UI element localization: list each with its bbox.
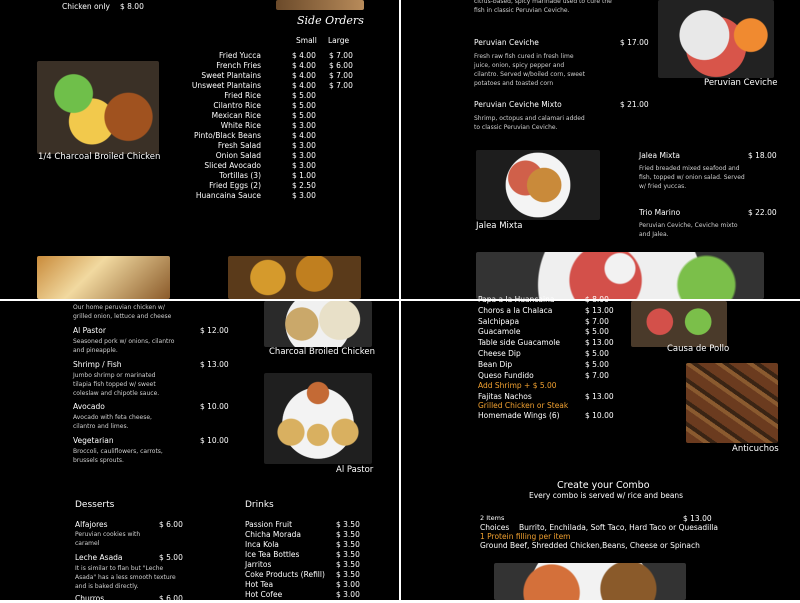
drink-name: Coke Products (Refill) — [245, 570, 325, 579]
food-photo-top — [276, 0, 364, 10]
drink-name: Jarritos — [245, 560, 272, 569]
menu-item-name: Guacamole — [478, 327, 521, 337]
drink-name: Passion Fruit — [245, 520, 293, 529]
menu-item-name: Cheese Dip — [478, 349, 521, 358]
drink-name: Hot Tea — [245, 580, 274, 589]
charcoal-chicken-photo — [37, 61, 159, 154]
menu-item-price: $ 5.00 — [585, 349, 609, 358]
combo-fillings: Ground Beef, Shredded Chicken,Beans, Cheese or Spinach — [480, 541, 700, 550]
taco-price: $ 13.00 — [200, 360, 229, 369]
menu-item-name: Peruvian Ceviche — [474, 38, 539, 47]
dessert-name: Leche Asada — [75, 553, 123, 562]
side-order-large-price: $ 6.00 — [329, 61, 353, 70]
menu-item-price: $ 18.00 — [748, 151, 777, 160]
side-order-name: Cilantro Rice — [213, 101, 261, 110]
taco-description: Broccoli, cauliflowers, carrots, brussels sprouts. — [73, 448, 163, 464]
side-order-small-price: $ 4.00 — [292, 51, 316, 60]
side-order-small-price: $ 4.00 — [292, 131, 316, 140]
menu-item-name: Bean Dip — [478, 359, 513, 369]
add-shrimp-note: Add Shrimp + $ 5.00 — [478, 381, 557, 390]
side-order-small-price: $ 5.00 — [292, 91, 316, 100]
side-order-name: Unsweet Plantains — [191, 81, 261, 90]
chicken-only-label: Chicken only — [62, 2, 110, 11]
menu-item-description: Fresh raw fish cured in fresh lime juice, onion, spicy pepper and cilantro. Served w/boiled corn, sweet potatoes and toasted corn — [474, 53, 585, 87]
drink-price: $ 3.50 — [336, 550, 360, 559]
causa-photo — [631, 301, 727, 347]
taco-name: Al Pastor — [73, 326, 106, 335]
menu-item-price: $ 5.00 — [585, 327, 609, 337]
side-order-small-price: $ 3.00 — [292, 191, 316, 200]
dessert-price: $ 6.00 — [159, 594, 183, 603]
taco-price: $ 10.00 — [200, 402, 229, 411]
dessert-price: $ 5.00 — [159, 553, 183, 562]
combo-subtitle: Every combo is served w/ rice and beans — [529, 491, 684, 500]
side-order-name: Fried Eggs (2) — [209, 181, 261, 190]
anticuchos-caption: Anticuchos — [732, 444, 779, 454]
side-order-small-price: $ 5.00 — [292, 111, 316, 120]
menu-item-price: $ 17.00 — [620, 38, 649, 47]
side-order-name: Tortillas (3) — [219, 171, 261, 180]
side-order-large-price: $ 7.00 — [329, 51, 353, 60]
menu-item-name: Queso Fundido — [478, 370, 534, 380]
side-order-small-price: $ 5.00 — [292, 101, 316, 110]
chicken-only-price: $ 8.00 — [120, 2, 144, 11]
side-order-name: White Rice — [220, 121, 261, 130]
side-order-name: Fried Rice — [224, 91, 261, 100]
taco-name: Shrimp / Fish — [73, 360, 122, 369]
combo-choices: Burrito, Enchilada, Soft Taco, Hard Taco or Quesadilla — [519, 523, 718, 532]
menu-panel-top-left — [0, 0, 399, 299]
trio-marino-photo — [476, 252, 764, 299]
chicken-tacos-photo — [264, 301, 372, 347]
combo-items-label: 2 Items — [480, 514, 505, 522]
side-order-name: Onion Salad — [215, 151, 261, 160]
drink-price: $ 3.50 — [336, 570, 360, 579]
drink-name: Inca Kola — [245, 540, 279, 549]
jalea-caption: Jalea Mixta — [476, 221, 523, 231]
side-order-small-price: $ 4.00 — [292, 61, 316, 70]
drink-name: Chicha Morada — [245, 530, 302, 539]
menu-item-name: Fajitas Nachos — [478, 392, 532, 401]
side-order-small-price: $ 3.00 — [292, 161, 316, 170]
combo-price: $ 13.00 — [683, 514, 712, 523]
ceviche-caption: Peruvian Ceviche — [704, 78, 778, 88]
menu-item-price: $ 13.00 — [585, 305, 614, 315]
anticuchos-photo — [686, 363, 778, 443]
menu-panel-bottom-right — [401, 295, 800, 600]
menu-item-name: Choros a la Chalaca — [478, 305, 553, 315]
drink-price: $ 3.50 — [336, 530, 360, 539]
taco-description: Jumbo shrimp or marinated tilapia fish topped w/ sweet coleslaw and chipotle sauce. — [73, 372, 160, 397]
side-order-name: Mexican Rice — [211, 111, 261, 120]
menu-item-name: Table side Guacamole — [478, 338, 561, 348]
side-order-name: French Fries — [216, 61, 261, 70]
causa-caption: Causa de Pollo — [667, 344, 730, 354]
menu-item-price: $ 21.00 — [620, 100, 649, 109]
col-large-header: Large — [328, 36, 350, 45]
menu-item-price: $ 13.00 — [585, 338, 614, 348]
menu-item-price: $ 22.00 — [748, 208, 777, 217]
side-order-name: Huancaina Sauce — [195, 191, 261, 200]
drink-name: Ice Tea Bottles — [245, 550, 300, 559]
side-order-name: Pinto/Black Beans — [194, 131, 261, 140]
menu-item-name: Jalea Mixta — [639, 151, 681, 160]
menu-panel-bottom-left — [0, 301, 399, 603]
menu-item-price: $ 13.00 — [585, 392, 614, 401]
menu-item-name: Homemade Wings (6) — [478, 411, 560, 420]
menu-item-name: Salchipapa — [478, 316, 520, 326]
menu-item-description: Fried breaded mixed seafood and fish, topped w/ onion salad. Served w/ fried yuccas. — [639, 165, 745, 190]
combo-choices-label: Choices — [480, 523, 510, 532]
drink-price: $ 3.00 — [336, 590, 360, 599]
menu-item-price: $ 10.00 — [585, 411, 614, 420]
combo-title: Create your Combo — [557, 480, 650, 491]
menu-item-price: $ 8.00 — [585, 295, 609, 304]
taco-price: $ 12.00 — [200, 326, 229, 335]
dessert-price: $ 6.00 — [159, 520, 183, 529]
al-pastor-caption: Al Pastor — [336, 465, 374, 475]
side-order-small-price: $ 3.00 — [292, 121, 316, 130]
side-order-large-price: $ 7.00 — [329, 71, 353, 80]
taco-name: Avocado — [73, 402, 105, 411]
fajitas-note: Grilled Chicken or Steak — [478, 401, 569, 410]
charcoal-chicken-caption: Charcoal Broiled Chicken — [269, 347, 375, 357]
plantains-photo — [228, 256, 361, 299]
col-small-header: Small — [296, 36, 317, 45]
side-order-small-price: $ 4.00 — [292, 71, 316, 80]
ceviche-intro: citrus-based, spicy marinade used to cure the fish in classic Peruvian Ceviche. — [474, 0, 612, 14]
combo-photo — [494, 563, 686, 600]
side-order-small-price: $ 1.00 — [292, 171, 316, 180]
side-order-name: Sweet Plantains — [201, 71, 261, 80]
combo-protein-note: 1 Protein filling per item — [480, 532, 571, 541]
jalea-photo — [476, 150, 600, 220]
side-order-name: Fresh Salad — [217, 141, 261, 150]
taco-description: Avocado with feta cheese, cilantro and limes. — [73, 414, 152, 430]
side-order-small-price: $ 3.00 — [292, 151, 316, 160]
side-order-small-price: $ 4.00 — [292, 81, 316, 90]
menu-item-name: Papa a la Huancaina — [478, 295, 555, 304]
side-order-small-price: $ 3.00 — [292, 141, 316, 150]
menu-item-price: $ 7.00 — [585, 316, 609, 326]
chicken-intro: Our home peruvian chicken w/ grilled onion, lettuce and cheese — [73, 304, 172, 320]
dessert-description: It is similar to flan but "Leche Asada" has a less smooth texture and is baked directly. — [75, 565, 176, 590]
menu-item-description: Shrimp, octopus and calamari added to classic Peruvian Ceviche. — [474, 115, 585, 131]
menu-item-price: $ 5.00 — [585, 359, 609, 369]
taco-price: $ 10.00 — [200, 436, 229, 445]
menu-panel-top-right — [401, 0, 800, 299]
menu-item-name: Trio Marino — [639, 208, 681, 217]
dessert-name: Churros — [75, 594, 105, 603]
taco-description: Seasoned pork w/ onions, cilantro and pineapple. — [73, 338, 175, 354]
drink-price: $ 3.50 — [336, 520, 360, 529]
drink-price: $ 3.00 — [336, 580, 360, 589]
drinks-title: Drinks — [245, 500, 274, 510]
drink-price: $ 3.50 — [336, 560, 360, 569]
side-orders-title: Side Orders — [297, 14, 364, 27]
al-pastor-photo — [264, 373, 372, 464]
charcoal-chicken-caption: 1/4 Charcoal Broiled Chicken — [38, 152, 161, 162]
side-order-small-price: $ 2.50 — [292, 181, 316, 190]
menu-item-price: $ 7.00 — [585, 370, 609, 380]
side-order-name: Sliced Avocado — [204, 161, 261, 170]
menu-item-name: Peruvian Ceviche Mixto — [474, 100, 562, 109]
dessert-description: Peruvian cookies with caramel — [75, 531, 141, 547]
taco-name: Vegetarian — [73, 436, 114, 445]
menu-item-description: Peruvian Ceviche, Ceviche mixto and Jalea. — [639, 222, 738, 238]
side-order-large-price: $ 7.00 — [329, 81, 353, 90]
ceviche-photo — [658, 0, 774, 78]
drink-price: $ 3.50 — [336, 540, 360, 549]
yucca-photo — [37, 256, 170, 299]
dessert-name: Alfajores — [75, 520, 108, 529]
drink-name: Hot Cofee — [245, 590, 283, 599]
desserts-title: Desserts — [75, 500, 115, 510]
side-order-name: Fried Yucca — [218, 51, 261, 60]
